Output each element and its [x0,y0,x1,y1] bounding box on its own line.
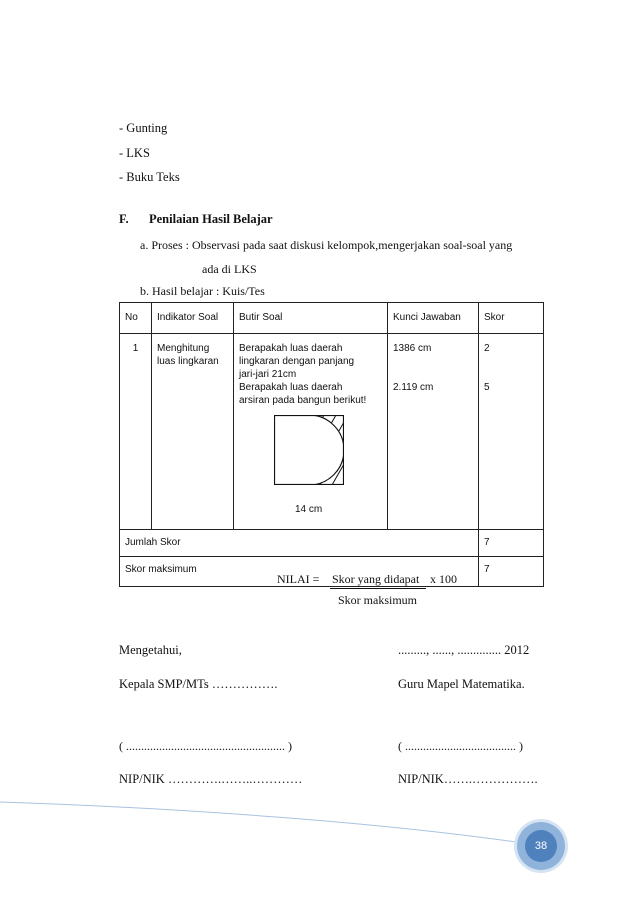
max-label: Skor maksimum [120,557,479,587]
total-label: Jumlah Skor [120,530,479,557]
shaded-square-figure [274,415,344,485]
header-kunci: Kunci Jawaban [388,303,479,334]
cell-kunci [388,334,479,530]
assessment-process: a. Proses : Observasi pada saat diskusi kelompok,mengerjakan soal-soal yang [140,238,513,252]
formula-numerator: Skor yang didapat [332,572,420,586]
fraction-bar [330,588,426,589]
skor-line: 2 [484,343,490,354]
butir-line: jari-jari 21cm [239,369,297,380]
material-item: - LKS [119,146,150,160]
section-title: Penilaian Hasil Belajar [149,212,273,226]
formula-denominator: Skor maksimum [338,593,418,607]
kunci-line: 2.119 cm [393,382,434,393]
table-row [120,334,544,530]
formula-prefix: NILAI = [277,572,320,586]
assessment-result: b. Hasil belajar : Kuis/Tes [140,284,265,298]
section-letter: F. [119,212,129,226]
sign-right-date: ........., ......, .............. 2012 [398,643,530,657]
header-skor: Skor [479,303,544,334]
indikator-line: luas lingkaran [157,356,219,367]
figure-side-label: 14 cm [295,504,323,515]
assessment-table [119,302,544,587]
page-number: 38 [525,830,557,862]
sign-right-nip: NIP/NIK…….……………. [398,772,538,786]
total-value: 7 [479,530,544,557]
sign-left-role: Kepala SMP/MTs ……………. [119,677,278,691]
header-no: No [120,303,152,334]
max-value: 7 [479,557,544,587]
butir-line: arsiran pada bangun berikut! [239,395,367,406]
shaded-figure [239,407,382,525]
butir-line: lingkaran dengan panjang [239,356,355,367]
page-number-badge [517,822,565,870]
butir-line: Berapakah luas daerah [239,343,343,354]
formula-multiplier: x 100 [430,572,457,586]
material-item: - Buku Teks [119,170,180,184]
sign-right-name: ( ..................................... ) [398,739,523,753]
cell-skor [479,334,544,530]
cell-butir [234,334,388,530]
material-item: - Gunting [119,121,168,135]
sign-left-label: Mengetahui, [119,643,182,657]
header-butir: Butir Soal [234,303,388,334]
assessment-process-cont: ada di LKS [202,262,257,276]
sign-left-nip: NIP/NIK ………….……..………… [119,772,303,786]
butir-line: Berapakah luas daerah [239,382,343,393]
sign-left-name: ( ..................................................... ) [119,739,292,753]
cell-indikator [152,334,234,530]
skor-line: 5 [484,382,490,393]
kunci-line: 1386 cm [393,343,432,354]
cell-no: 1 [120,334,152,530]
indikator-line: Menghitung [157,343,210,354]
header-indikator: Indikator Soal [152,303,234,334]
sign-right-role: Guru Mapel Matematika. [398,677,525,691]
table-header-row [120,303,544,334]
total-row [120,530,544,557]
